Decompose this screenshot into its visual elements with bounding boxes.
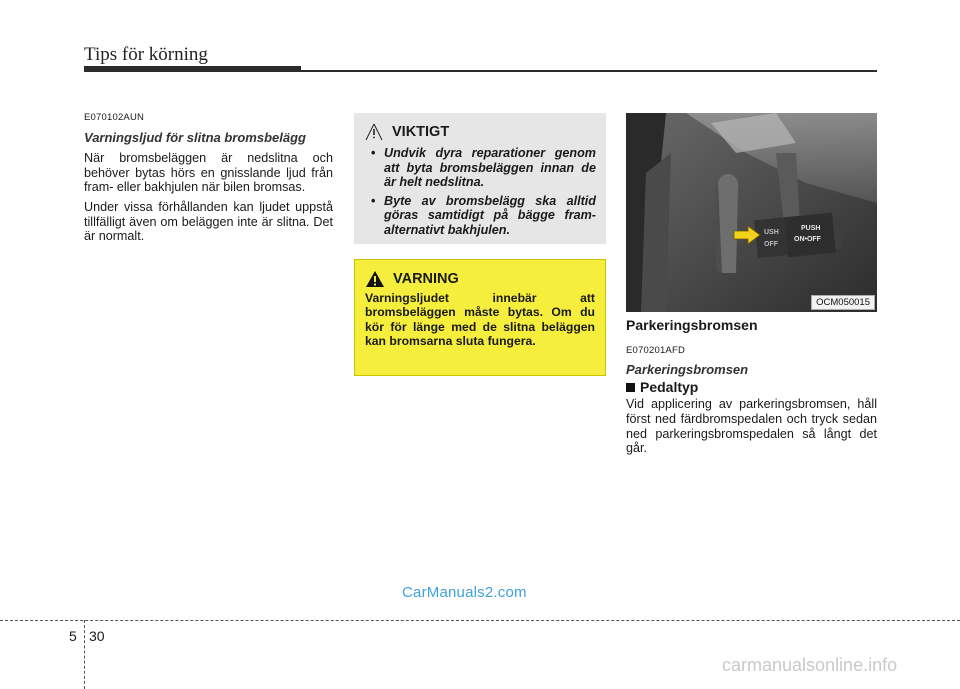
footer-brand-link[interactable]: carmanualsonline.info xyxy=(722,655,898,675)
warning-box xyxy=(354,259,606,376)
pedal-label-push: PUSH xyxy=(801,225,821,232)
warning-title-text: VARNING xyxy=(393,271,459,287)
photo-code-label: OCM050015 xyxy=(811,295,875,310)
pedal-type-text: Pedaltyp xyxy=(640,378,699,395)
header-rule-thin xyxy=(301,70,877,72)
page-number: 30 xyxy=(89,628,105,644)
header-rule-thick xyxy=(84,66,301,72)
section-code: E070102AUN xyxy=(84,112,145,123)
pedal-label-push-left: USH xyxy=(764,229,779,236)
notice-title-text: VIKTIGT xyxy=(392,124,450,140)
parking-brake-illustration xyxy=(626,113,877,312)
paragraph: När bromsbeläggen är nedslitna och behöver bytas hörs en gnisslande ljud från fram- eller bakhjulen när bilen bromsas. xyxy=(84,151,333,195)
section-code: E070201AFD xyxy=(626,344,686,356)
pedal-label-onoff: ON•OFF xyxy=(794,236,821,243)
square-bullet-icon xyxy=(626,383,635,392)
caution-triangle-icon xyxy=(364,123,384,141)
pedal-type-heading xyxy=(626,380,877,395)
parking-brake-photo xyxy=(626,113,877,312)
watermark-link[interactable]: CarManuals2.com xyxy=(402,584,527,601)
important-notice-box xyxy=(354,113,606,244)
page-header-title: Tips för körning xyxy=(84,44,208,65)
footer-vertical-divider xyxy=(84,620,85,689)
parking-brake-section xyxy=(626,318,877,461)
warning-text: Varningsljudet innebär att bromsbeläggen måste bytas. Om du kör för länge med de slitna beläggen kan bromsarna sluta fungera. xyxy=(365,291,595,349)
footer-divider xyxy=(0,620,960,621)
section-title: Parkeringsbromsen xyxy=(626,317,758,333)
notice-title xyxy=(364,123,596,141)
warning-title xyxy=(365,270,595,288)
chapter-number: 5 xyxy=(69,628,77,644)
notice-item: • Byte av bromsbelägg ska alltid göras samtidigt på bägge fram- alternativt bakhjulen. xyxy=(364,194,596,238)
brake-pad-section xyxy=(84,111,333,249)
notice-item: • Undvik dyra reparationer genom att byta bromsbeläggen innan de är helt nedslitna. xyxy=(364,146,596,190)
section-subhead: Varningsljud för slitna bromsbelägg xyxy=(84,129,306,145)
paragraph: Vid applicering av parkeringsbromsen, håll först ned färdbromspedalen och tryck sedan ned parkeringsbromspedalen så långt det går. xyxy=(626,397,877,456)
pedal-label-off-left: OFF xyxy=(764,241,778,248)
notice-list xyxy=(364,146,596,238)
warning-triangle-icon xyxy=(365,270,385,288)
paragraph: Under vissa förhållanden kan ljudet uppstå tillfälligt även om beläggen inte är slitna. Det är normalt. xyxy=(84,199,333,244)
section-subhead: Parkeringsbromsen xyxy=(626,362,749,378)
